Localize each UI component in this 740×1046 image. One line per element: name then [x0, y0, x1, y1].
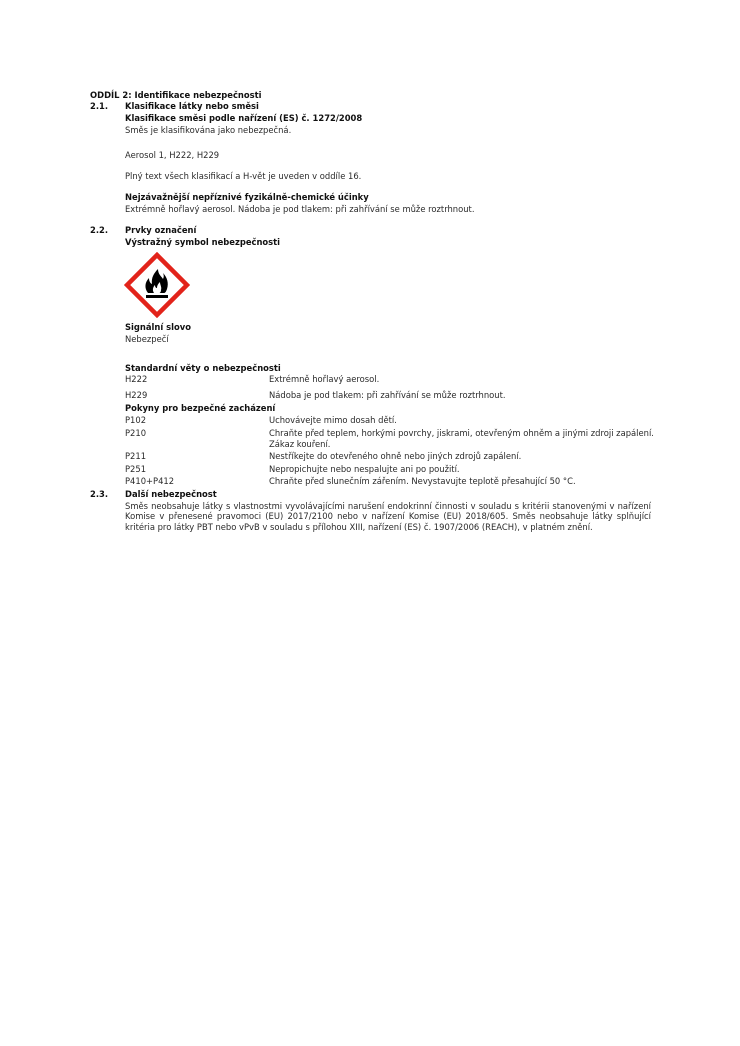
other-hazards-text: Směs neobsahuje látky s vlastnostmi vyvolávajícími narušení endokrinní činnosti v souladu s kritérii stanovenými v nařízení Komise v přenesené pravomoci (EU) 2017/2100 nebo v nařízení Komise (EU) 2018/605. Směs neobsahuje látky splňující kritéria pro látky PBT nebo vPvB v souladu s přílohou XIII, nařízení (ES) č. 1907/2006 (REACH), v platném znění. — [125, 501, 651, 532]
subsection-heading-2-1: Klasifikace látky nebo směsi — [125, 101, 259, 111]
classification-regulation-heading: Klasifikace směsi podle nařízení (ES) č. 1272/2008 — [125, 113, 363, 123]
precaution-code: P251 — [125, 464, 147, 474]
precaution-code: P102 — [125, 415, 147, 425]
precaution-code: P210 — [125, 428, 147, 438]
classification-codes: Aerosol 1, H222, H229 — [125, 150, 220, 160]
hazard-text: Nádoba je pod tlakem: při zahřívání se může roztrhnout. — [269, 390, 506, 400]
precaution-text: Uchovávejte mimo dosah dětí. — [269, 415, 397, 425]
hazard-statements-heading: Standardní věty o nebezpečnosti — [125, 363, 281, 373]
effects-text: Extrémně hořlavý aerosol. Nádoba je pod tlakem: při zahřívání se může roztrhnout. — [125, 204, 475, 214]
precaution-text: Chraňte před slunečním zářením. Nevystavujte teplotě přesahující 50 °C. — [269, 476, 576, 486]
hazard-code: H222 — [125, 374, 148, 384]
full-text-note: Plný text všech klasifikací a H-vět je uveden v oddíle 16. — [125, 171, 362, 181]
signal-word: Nebezpečí — [125, 334, 169, 344]
section-title: ODDÍL 2: Identifikace nebezpečnosti — [90, 90, 262, 100]
classified-statement: Směs je klasifikována jako nebezpečná. — [125, 125, 292, 135]
pictogram-heading: Výstražný symbol nebezpečnosti — [125, 237, 281, 247]
precaution-text: Nepropichujte nebo nespalujte ani po použití. — [269, 464, 460, 474]
precaution-code: P211 — [125, 451, 147, 461]
subsection-heading-2-3: Další nebezpečnost — [125, 489, 217, 499]
subsection-number-2-1: 2.1. — [90, 101, 109, 111]
flame-ghs02-icon — [124, 252, 190, 318]
subsection-number-2-3: 2.3. — [90, 489, 109, 499]
hazard-code: H229 — [125, 390, 148, 400]
hazard-text: Extrémně hořlavý aerosol. — [269, 374, 380, 384]
precaution-text: Chraňte před teplem, horkými povrchy, jiskrami, otevřeným ohněm a jinými zdroji zapálení. Zákaz kouření. — [269, 428, 654, 449]
precautionary-statements-heading: Pokyny pro bezpečné zacházení — [125, 403, 276, 413]
precaution-code: P410+P412 — [125, 476, 175, 486]
effects-heading: Nejzávažnější nepříznivé fyzikálně-chemické účinky — [125, 192, 369, 202]
precaution-text: Nestříkejte do otevřeného ohně nebo jiných zdrojů zapálení. — [269, 451, 522, 461]
subsection-number-2-2: 2.2. — [90, 225, 109, 235]
subsection-heading-2-2: Prvky označení — [125, 225, 197, 235]
signal-word-heading: Signální slovo — [125, 322, 191, 332]
